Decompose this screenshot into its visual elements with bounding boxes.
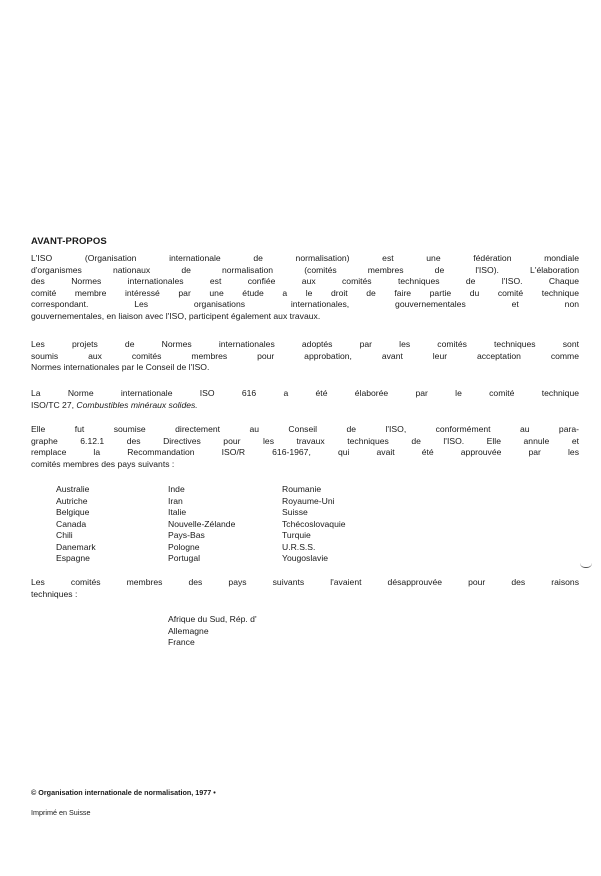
country-item: Nouvelle-Zélande bbox=[168, 518, 236, 529]
paragraph-iso-intro bbox=[31, 253, 579, 323]
margin-mark bbox=[580, 563, 592, 568]
country-item: Pays-Bas bbox=[168, 530, 205, 540]
country-item: Allemagne bbox=[168, 625, 209, 636]
country-item: Italie bbox=[168, 507, 187, 517]
text-line: Les projets de Normes internationales adoptés par les comités techniques sont bbox=[31, 339, 579, 349]
country-column-2 bbox=[168, 484, 235, 565]
text-line: La Norme internationale ISO 616 a été élaborée par le comité technique bbox=[31, 388, 579, 398]
text-line: Les comités membres des pays suivants l'avaient désapprouvée pour des raisons bbox=[31, 577, 579, 587]
copyright-notice: © Organisation internationale de normalisation, 1977 • bbox=[31, 788, 216, 797]
country-item: Espagne bbox=[56, 553, 90, 563]
text-line bbox=[31, 400, 579, 412]
text-line: Elle fut soumise directement au Conseil de l'ISO, conformément au para- bbox=[31, 424, 579, 434]
paragraph-disapproval bbox=[31, 577, 579, 600]
text-line: comités membres des pays suivants : bbox=[31, 458, 175, 469]
country-item: Royaume-Uni bbox=[282, 495, 335, 506]
country-item: Yougoslavie bbox=[282, 553, 329, 563]
section-heading: AVANT-PROPOS bbox=[31, 236, 107, 247]
country-item: Chili bbox=[56, 530, 73, 540]
country-item: Portugal bbox=[168, 553, 201, 563]
committee-title: Combustibles minéraux solides. bbox=[76, 399, 198, 410]
country-item: Afrique du Sud, Rép. d' bbox=[168, 614, 257, 624]
paragraph-iso-616 bbox=[31, 388, 579, 411]
country-item: Danemark bbox=[56, 541, 96, 552]
committee-ref: ISO/TC 27, bbox=[31, 399, 77, 410]
country-item: Suisse bbox=[282, 507, 308, 517]
country-item: Iran bbox=[168, 495, 183, 506]
text-line: graphe 6.12.1 des Directives pour les travaux techniques de l'ISO. Elle annule et bbox=[31, 435, 579, 446]
country-item: France bbox=[168, 637, 195, 647]
printed-in-notice: Imprimé en Suisse bbox=[31, 808, 91, 817]
country-item: Turquie bbox=[282, 530, 311, 540]
text-line: remplace la Recommandation ISO/R 616-1967, qui avait été approuvée par les bbox=[31, 447, 579, 458]
country-column-1 bbox=[56, 484, 96, 565]
country-item: Pologne bbox=[168, 541, 200, 552]
text-line: soumis aux comités membres pour approbation, avant leur acceptation comme bbox=[31, 350, 579, 361]
country-item: U.R.S.S. bbox=[282, 541, 316, 552]
country-item: Tchécoslovaquie bbox=[282, 518, 346, 529]
text-line: gouvernementales, en liaison avec l'ISO, participent également aux travaux. bbox=[31, 310, 321, 321]
text-line: des Normes internationales est confiée aux comités techniques de l'ISO. Chaque bbox=[31, 276, 579, 287]
text-line: correspondant. Les organisations internationales, gouvernementales et non bbox=[31, 299, 579, 310]
country-item: Roumanie bbox=[282, 484, 322, 494]
text-line: L'ISO (Organisation internationale de normalisation) est une fédération mondiale bbox=[31, 253, 579, 263]
text-line: Normes internationales par le Conseil de l'ISO. bbox=[31, 362, 210, 373]
country-item: Inde bbox=[168, 484, 185, 494]
country-item: Australie bbox=[56, 484, 90, 494]
text-line: d'organismes nationaux de normalisation (comités membres de l'ISO). L'élaboration bbox=[31, 264, 579, 275]
country-column-3 bbox=[282, 484, 346, 565]
text-line: techniques : bbox=[31, 588, 78, 599]
country-item: Belgique bbox=[56, 507, 90, 517]
paragraph-draft-standards bbox=[31, 339, 579, 374]
paragraph-submission bbox=[31, 424, 579, 470]
disapproving-country-list bbox=[168, 614, 257, 649]
country-item: Canada bbox=[56, 518, 87, 529]
country-item: Autriche bbox=[56, 495, 88, 506]
text-line: comité membre intéressé par une étude a le droit de faire partie du comité technique bbox=[31, 287, 579, 298]
